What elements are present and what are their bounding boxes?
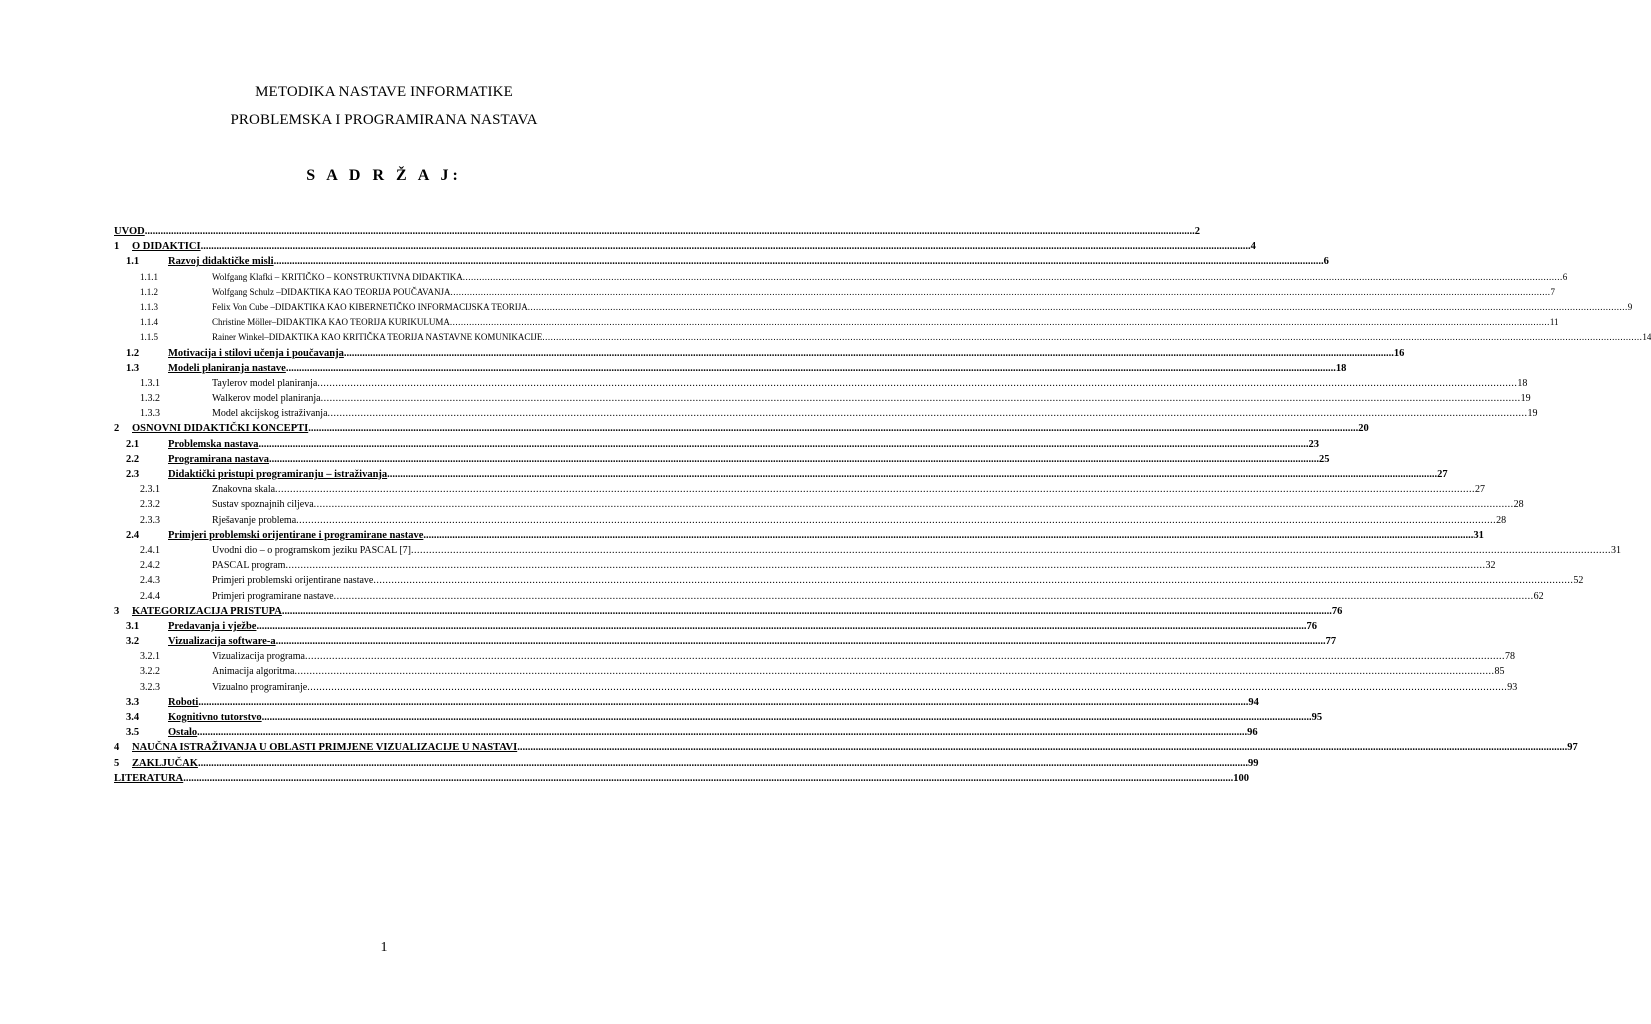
toc-entry-page: 77 bbox=[1325, 636, 1337, 648]
toc-entry-title: Primjeri problemski orijentirane nastave bbox=[212, 575, 374, 587]
toc-dot-leader: ................................................................................................................................................................................................................................................................................................................................................................................................................ bbox=[197, 757, 1248, 769]
toc-entry-title: Uvodni dio – o programskom jeziku PASCAL [7] bbox=[212, 544, 411, 556]
toc-entry-number: 1.1.3 bbox=[140, 301, 158, 312]
toc-entry[interactable] bbox=[114, 346, 1405, 361]
toc-entry-title: PASCAL program bbox=[212, 560, 286, 572]
toc-entry-number: 2.4.3 bbox=[140, 575, 160, 587]
toc-dot-leader: ................................................................................................................................................................................................................................................................................................................................................................................................................ bbox=[387, 469, 1438, 480]
toc-entry-page: 52 bbox=[1573, 575, 1584, 587]
toc-dot-leader: ................................................................................................................................................................................................................................................................................................................................................................................................................ bbox=[304, 651, 1505, 663]
toc-entry[interactable] bbox=[114, 391, 1531, 406]
toc-entry-number: 2 bbox=[114, 423, 120, 435]
toc-dot-leader: ................................................................................................................................................................................................................................................................................................................................................................................................................ bbox=[261, 712, 1312, 723]
toc-dot-leader: ................................................................................................................................................................................................................................................................................................................................................................................................................ bbox=[462, 271, 1563, 282]
toc-entry-title: Christine Möller–DIDAKTIKA KAO TEORIJA KURIKULUMA bbox=[212, 317, 450, 328]
toc-dot-leader: ................................................................................................................................................................................................................................................................................................................................................................................................................ bbox=[320, 393, 1521, 405]
toc-entry[interactable] bbox=[114, 421, 1369, 436]
toc-entry[interactable] bbox=[114, 558, 1496, 573]
toc-entry-title: Vizualno programiranje bbox=[212, 681, 308, 693]
toc-dot-leader: ................................................................................................................................................................................................................................................................................................................................................................................................................ bbox=[343, 347, 1394, 359]
toc-dot-leader: ................................................................................................................................................................................................................................................................................................................................................................................................................ bbox=[517, 742, 1568, 754]
toc-dot-leader: ................................................................................................................................................................................................................................................................................................................................................................................................................ bbox=[542, 332, 1643, 343]
toc-entry-title: Walkerov model planiranja bbox=[212, 393, 321, 405]
toc-entry-page: 4 bbox=[1250, 241, 1256, 253]
toc-entry-page: 100 bbox=[1233, 772, 1249, 784]
toc-entry-page: 99 bbox=[1247, 757, 1259, 769]
toc-entry[interactable] bbox=[114, 406, 1538, 421]
contents-heading: S A D R Ž A J: bbox=[306, 167, 462, 184]
toc-dot-leader: ................................................................................................................................................................................................................................................................................................................................................................................................................ bbox=[307, 681, 1508, 693]
toc-dot-leader: ................................................................................................................................................................................................................................................................................................................................................................................................................ bbox=[285, 560, 1486, 572]
toc-dot-leader: ................................................................................................................................................................................................................................................................................................................................................................................................................ bbox=[333, 590, 1534, 602]
toc-dot-leader: ................................................................................................................................................................................................................................................................................................................................................................................................................ bbox=[275, 484, 1476, 496]
toc-entry-number: 1.3.1 bbox=[140, 377, 160, 389]
toc-entry-page: 76 bbox=[1331, 605, 1343, 617]
toc-dot-leader: ................................................................................................................................................................................................................................................................................................................................................................................................................ bbox=[423, 529, 1474, 541]
toc-entry[interactable] bbox=[114, 437, 1320, 452]
toc-entry-page: 27 bbox=[1437, 469, 1448, 480]
toc-entry-title: Didaktički pristupi programiranju – istraživanja bbox=[168, 469, 388, 480]
toc-entry[interactable] bbox=[114, 710, 1323, 725]
page-number: 1 bbox=[380, 940, 388, 955]
toc-entry[interactable] bbox=[114, 467, 1448, 482]
toc-entry-number: 1.3 bbox=[126, 362, 140, 374]
toc-entry-title: ZAKLJUČAK bbox=[132, 757, 198, 769]
toc-entry[interactable] bbox=[114, 376, 1528, 391]
toc-dot-leader: ................................................................................................................................................................................................................................................................................................................................................................................................................ bbox=[296, 514, 1497, 526]
toc-entry[interactable] bbox=[114, 619, 1317, 634]
toc-entry[interactable] bbox=[114, 315, 1559, 330]
toc-dot-leader: ................................................................................................................................................................................................................................................................................................................................................................................................................ bbox=[275, 636, 1326, 648]
toc-entry-number: 2.4.4 bbox=[140, 590, 160, 602]
toc-dot-leader: ................................................................................................................................................................................................................................................................................................................................................................................................................ bbox=[200, 241, 1251, 253]
toc-entry-title: OSNOVNI DIDAKTIČKI KONCEPTI bbox=[132, 423, 309, 435]
toc-entry[interactable] bbox=[114, 695, 1259, 710]
toc-entry-page: 93 bbox=[1507, 681, 1518, 693]
toc-entry-number: 3.3 bbox=[126, 696, 140, 708]
toc-entry-page: 6 bbox=[1323, 256, 1329, 268]
toc-entry-title: Animacija algoritma bbox=[212, 666, 295, 678]
toc-entry[interactable] bbox=[114, 740, 1578, 755]
toc-entry-page: 31 bbox=[1473, 529, 1484, 541]
toc-entry-number: 2.3.3 bbox=[140, 514, 160, 526]
toc-dot-leader: ................................................................................................................................................................................................................................................................................................................................................................................................................ bbox=[373, 575, 1574, 587]
toc-entry-title: Vizualizacija programa bbox=[212, 651, 305, 663]
toc-entry-page: 27 bbox=[1475, 484, 1486, 496]
toc-entry-title: Wolfgang Klafki – KRITIČKO – KONSTRUKTIVNA DIDAKTIKA bbox=[212, 271, 463, 282]
toc-entry-page: 96 bbox=[1247, 727, 1258, 739]
toc-entry-number: 1.1 bbox=[126, 256, 140, 268]
toc-entry-number: 1.2 bbox=[126, 347, 140, 359]
toc-entry-title: Rješavanje problema bbox=[212, 514, 297, 526]
toc-entry[interactable] bbox=[114, 664, 1505, 679]
toc-entry-title: Rainer Winkel–DIDAKTIKA KAO KRITIČKA TEORIJA NASTAVNE KOMUNIKACIJE bbox=[212, 332, 543, 343]
toc-entry-page: 25 bbox=[1319, 453, 1330, 465]
toc-entry[interactable] bbox=[114, 528, 1484, 543]
toc-entry-number: 3.2.3 bbox=[140, 681, 160, 693]
toc-entry-page: 23 bbox=[1308, 438, 1320, 450]
toc-entry-title: Kognitivno tutorstvo bbox=[168, 712, 262, 723]
document-subtitle: PROBLEMSKA I PROGRAMIRANA NASTAVA bbox=[230, 112, 538, 128]
toc-entry-page: 94 bbox=[1248, 696, 1259, 708]
toc-entry-title: Wolfgang Schulz –DIDAKTIKA KAO TEORIJA POUČAVANJA bbox=[212, 286, 451, 297]
toc-entry-page: 19 bbox=[1520, 393, 1531, 405]
toc-dot-leader: ................................................................................................................................................................................................................................................................................................................................................................................................................ bbox=[258, 438, 1309, 450]
toc-entry-page: 7 bbox=[1550, 286, 1556, 297]
table-of-contents bbox=[114, 224, 1651, 786]
toc-entry-number: 3.1 bbox=[126, 620, 140, 632]
toc-dot-leader: ................................................................................................................................................................................................................................................................................................................................................................................................................ bbox=[144, 226, 1195, 237]
toc-entry-title: KATEGORIZACIJA PRISTUPA bbox=[132, 605, 282, 617]
toc-dot-leader: ................................................................................................................................................................................................................................................................................................................................................................................................................ bbox=[410, 544, 1611, 556]
document-title: METODIKA NASTAVE INFORMATIKE bbox=[255, 84, 513, 100]
toc-entry-number: 2.3 bbox=[126, 469, 140, 480]
toc-entry-title: Predavanja i vježbe bbox=[168, 620, 257, 632]
toc-entry[interactable] bbox=[114, 254, 1329, 269]
toc-entry-page: 14 bbox=[1642, 332, 1651, 343]
toc-entry-title: Roboti bbox=[168, 696, 199, 708]
toc-entry-number: 2.3.1 bbox=[140, 484, 160, 496]
toc-dot-leader: ................................................................................................................................................................................................................................................................................................................................................................................................................ bbox=[281, 605, 1332, 617]
toc-entry-number: 3.4 bbox=[126, 712, 140, 723]
toc-entry-page: 20 bbox=[1358, 423, 1369, 435]
toc-entry-number: 3.2.2 bbox=[140, 666, 160, 678]
toc-entry-page: 32 bbox=[1485, 560, 1496, 572]
toc-entry-number: 2.1 bbox=[126, 438, 140, 450]
toc-entry-page: 31 bbox=[1610, 544, 1621, 556]
toc-dot-leader: ................................................................................................................................................................................................................................................................................................................................................................................................................ bbox=[256, 620, 1307, 632]
toc-dot-leader: ................................................................................................................................................................................................................................................................................................................................................................................................................ bbox=[183, 772, 1234, 784]
toc-entry-number: 3.2 bbox=[126, 636, 140, 648]
toc-entry-number: 1.1.4 bbox=[140, 317, 158, 328]
toc-dot-leader: ................................................................................................................................................................................................................................................................................................................................................................................................................ bbox=[273, 256, 1324, 268]
toc-entry-title: Primjeri programirane nastave bbox=[212, 590, 334, 602]
toc-entry-number: 2.4 bbox=[126, 529, 140, 541]
toc-entry-page: 18 bbox=[1517, 377, 1528, 389]
toc-entry-title: Modeli planiranja nastave bbox=[168, 362, 286, 374]
toc-entry[interactable] bbox=[114, 680, 1518, 695]
toc-dot-leader: ................................................................................................................................................................................................................................................................................................................................................................................................................ bbox=[294, 666, 1495, 678]
toc-entry-page: 62 bbox=[1533, 590, 1544, 602]
toc-entry-title: Sustav spoznajnih ciljeva bbox=[212, 499, 314, 511]
toc-entry-page: 28 bbox=[1513, 499, 1524, 511]
toc-entry[interactable] bbox=[114, 725, 1258, 740]
toc-entry[interactable] bbox=[114, 270, 1568, 285]
toc-dot-leader: ................................................................................................................................................................................................................................................................................................................................................................................................................ bbox=[450, 286, 1551, 297]
toc-entry-number: 4 bbox=[114, 742, 120, 754]
toc-entry-number: 1.1.1 bbox=[140, 271, 158, 282]
toc-entry-title: Razvoj didaktičke misli bbox=[168, 256, 274, 268]
toc-entry-title: Problemska nastava bbox=[168, 438, 259, 450]
toc-entry-title: LITERATURA bbox=[114, 772, 184, 784]
toc-entry[interactable] bbox=[114, 239, 1256, 254]
toc-entry-page: 85 bbox=[1494, 666, 1505, 678]
toc-entry-number: 1.1.2 bbox=[140, 286, 158, 297]
toc-dot-leader: ................................................................................................................................................................................................................................................................................................................................................................................................................ bbox=[269, 453, 1320, 465]
toc-entry-page: 19 bbox=[1527, 408, 1538, 420]
toc-entry[interactable] bbox=[114, 452, 1330, 467]
toc-dot-leader: ................................................................................................................................................................................................................................................................................................................................................................................................................ bbox=[308, 423, 1359, 435]
toc-dot-leader: ................................................................................................................................................................................................................................................................................................................................................................................................................ bbox=[198, 696, 1249, 708]
toc-entry[interactable] bbox=[114, 224, 1200, 239]
toc-entry-title: Motivacija i stilovi učenja i poučavanja bbox=[168, 347, 344, 359]
toc-entry-number: 1.3.3 bbox=[140, 408, 160, 420]
toc-entry[interactable] bbox=[114, 543, 1621, 558]
toc-entry[interactable] bbox=[114, 361, 1347, 376]
toc-entry-title: Znakovna skala bbox=[212, 484, 276, 496]
toc-entry-page: 11 bbox=[1549, 317, 1559, 328]
toc-entry[interactable] bbox=[114, 482, 1486, 497]
toc-entry-title: Felix Von Cube –DIDAKTIKA KAO KIBERNETIČKO INFORMACIJSKA TEORIJA bbox=[212, 301, 528, 312]
toc-entry-title: Taylerov model planiranja bbox=[212, 377, 318, 389]
toc-dot-leader: ................................................................................................................................................................................................................................................................................................................................................................................................................ bbox=[313, 499, 1514, 511]
toc-dot-leader: ................................................................................................................................................................................................................................................................................................................................................................................................................ bbox=[449, 317, 1550, 328]
toc-entry-page: 28 bbox=[1496, 514, 1507, 526]
toc-dot-leader: ................................................................................................................................................................................................................................................................................................................................................................................................................ bbox=[197, 727, 1248, 739]
toc-entry[interactable] bbox=[114, 300, 1633, 315]
toc-dot-leader: ................................................................................................................................................................................................................................................................................................................................................................................................................ bbox=[327, 408, 1528, 420]
toc-entry[interactable] bbox=[114, 771, 1249, 786]
toc-dot-leader: ................................................................................................................................................................................................................................................................................................................................................................................................................ bbox=[527, 301, 1628, 312]
toc-entry-page: 76 bbox=[1306, 620, 1317, 632]
toc-entry[interactable] bbox=[114, 589, 1544, 604]
toc-entry-number: 5 bbox=[114, 757, 120, 769]
toc-entry-title: Vizualizacija software-a bbox=[168, 636, 276, 648]
toc-entry-title: Ostalo bbox=[168, 727, 198, 739]
toc-entry-page: 18 bbox=[1335, 362, 1347, 374]
toc-entry-title: Model akcijskog istraživanja bbox=[212, 408, 328, 420]
toc-entry-page: 78 bbox=[1504, 651, 1515, 663]
toc-entry-number: 3.5 bbox=[126, 727, 140, 739]
toc-entry[interactable] bbox=[114, 604, 1343, 619]
toc-entry-title: Programirana nastava bbox=[168, 453, 270, 465]
toc-entry-title: NAUČNA ISTRAŽIVANJA U OBLASTI PRIMJENE VIZUALIZACIJE U NASTAVI bbox=[132, 742, 518, 754]
toc-entry-title: O DIDAKTICI bbox=[132, 241, 201, 253]
toc-entry[interactable] bbox=[114, 330, 1651, 345]
toc-entry[interactable] bbox=[114, 649, 1515, 664]
toc-entry[interactable] bbox=[114, 513, 1507, 528]
toc-entry-number: 2.4.1 bbox=[140, 544, 160, 556]
toc-dot-leader: ................................................................................................................................................................................................................................................................................................................................................................................................................ bbox=[317, 377, 1518, 389]
toc-entry-page: 6 bbox=[1562, 271, 1568, 282]
toc-entry-page: 97 bbox=[1567, 742, 1578, 754]
toc-entry-page: 2 bbox=[1194, 226, 1200, 237]
toc-entry[interactable] bbox=[114, 634, 1337, 649]
toc-entry-number: 3.2.1 bbox=[140, 651, 160, 663]
toc-dot-leader: ................................................................................................................................................................................................................................................................................................................................................................................................................ bbox=[285, 362, 1336, 374]
toc-entry-number: 2.2 bbox=[126, 453, 140, 465]
toc-entry[interactable] bbox=[114, 756, 1259, 771]
toc-entry-number: 2.4.2 bbox=[140, 560, 160, 572]
toc-entry-title: Primjeri problemski orijentirane i programirane nastave bbox=[168, 529, 424, 541]
toc-entry[interactable] bbox=[114, 497, 1524, 512]
toc-entry-number: 2.3.2 bbox=[140, 499, 160, 511]
toc-entry-page: 95 bbox=[1311, 712, 1323, 723]
toc-entry-page: 9 bbox=[1627, 301, 1633, 312]
toc-entry-title: UVOD bbox=[114, 226, 145, 237]
toc-entry-number: 1.1.5 bbox=[140, 332, 158, 343]
toc-entry-number: 3 bbox=[114, 605, 120, 617]
toc-entry-page: 16 bbox=[1393, 347, 1405, 359]
toc-entry-number: 1 bbox=[114, 241, 120, 253]
toc-entry[interactable] bbox=[114, 285, 1556, 300]
toc-entry-number: 1.3.2 bbox=[140, 393, 160, 405]
toc-entry[interactable] bbox=[114, 573, 1584, 588]
